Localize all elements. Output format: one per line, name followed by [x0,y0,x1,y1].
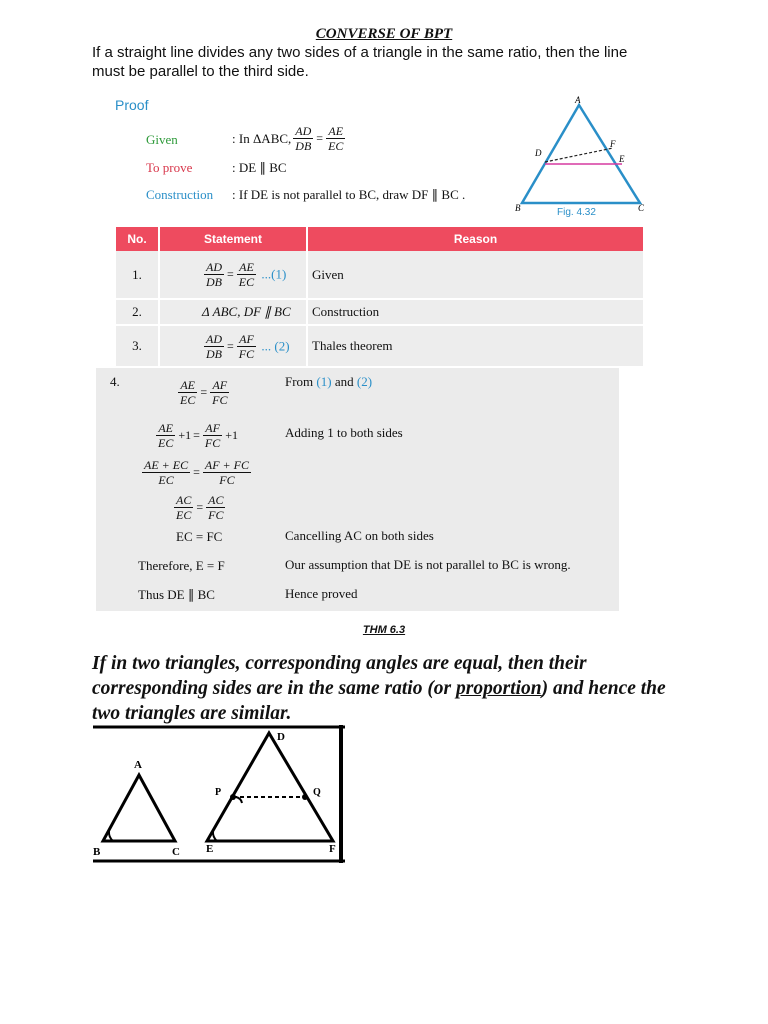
given-label: Given [146,132,178,147]
step-4-block [96,368,619,611]
thm-label: THM 6.3 [362,624,406,636]
fraction-ad-db: $\frac{AD}{DB}$ [295,124,312,153]
vertex-e-label: E [619,154,625,164]
row-reason: Thales theorem [307,325,644,367]
figure-caption: Fig. 4.32 [557,207,596,218]
to-prove-value: : DE ∥ BC [232,160,287,175]
reason-adding: Adding 1 to both sides [285,425,403,440]
label-f: F [329,843,336,855]
page-heading: CONVERSE OF BPT [315,26,453,42]
reason-wrong: Our assumption that DE is not parallel to BC is wrong. [285,557,571,572]
triangle-figure [512,90,652,220]
vertex-a-label: A [575,95,581,105]
header-statement: Statement [159,227,307,251]
label-a: A [134,759,142,771]
row-no: 1. [116,251,159,299]
vertex-d-label: D [535,148,542,158]
eq-add-one: $\frac{AE}{EC}$ +1 = $\frac{AF}{FC}$ +1 [158,421,239,450]
row-statement: $\frac{AD}{DB}$ = $\frac{AF}{FC}$ ... (2) [159,325,307,367]
construction-label: Construction [146,187,214,202]
reason-cancel: Cancelling AC on both sides [285,528,434,543]
proof-table [116,227,645,368]
table-row [116,251,644,299]
table-row [116,325,644,367]
header-reason: Reason [307,227,644,251]
header-no: No. [116,227,159,251]
ref-1: ...(1) [261,266,287,282]
eq-ac: $\frac{AC}{EC}$ = $\frac{AC}{FC}$ [176,493,224,522]
vertex-b-label: B [515,203,521,213]
thm-statement: If in two triangles, corresponding angles are equal, then their corresponding sides are in the same ratio (or proportion) and hence the two triangles are similar. [92,653,666,724]
table-header-row [116,227,644,251]
row-reason: Given [307,251,644,299]
row-statement: Δ ABC, DF ∥ BC [159,299,307,325]
row-no: 3. [116,325,159,367]
vertex-c-label: C [638,203,645,213]
reason-proved: Hence proved [285,586,358,601]
fraction-ae-ec: $\frac{AE}{EC}$ [328,124,344,153]
given-prefix: : In ΔABC, [232,130,292,146]
label-q: Q [313,787,321,798]
eq-ec-fc: EC = FC [176,529,223,544]
row-statement: $\frac{AD}{DB}$ = $\frac{AE}{EC}$ ...(1) [159,251,307,299]
line-df [545,148,613,162]
eq-ae-ec-af-fc: $\frac{AE}{EC}$ = $\frac{AF}{FC}$ [180,378,228,407]
theorem-statement: If a straight line divides any two sides of a triangle in the same ratio, then the line must be parallel to the third side. [92,44,628,80]
proof-label: Proof [115,97,149,113]
label-d: D [277,731,285,743]
label-b: B [93,846,101,858]
similar-triangles-figure [93,725,345,863]
construction-value: : If DE is not parallel to BC, draw DF ∥ BC . [232,187,466,202]
vertex-f-label: F [610,139,616,149]
ref-2: ... (2) [261,338,290,353]
given-value: : In ΔABC, $\frac{AD}{DB}$ = $\frac{AE}{EC}$ [232,124,344,153]
label-e: E [206,843,214,855]
row-no: 2. [116,299,159,325]
row-reason: Construction [307,299,644,325]
label-c: C [172,846,180,858]
to-prove-label: To prove [146,160,193,175]
therefore-line: Therefore, E = F [138,558,225,573]
eq-sum: $\frac{AE + EC}{EC}$ = $\frac{AF + FC}{FC}$ [144,458,249,487]
reason-from: From (1) and (2) [285,374,373,389]
table-row [116,299,644,325]
thus-line: Thus DE ∥ BC [138,587,215,602]
step-4-number: 4. [110,374,120,389]
label-p: P [215,787,222,798]
